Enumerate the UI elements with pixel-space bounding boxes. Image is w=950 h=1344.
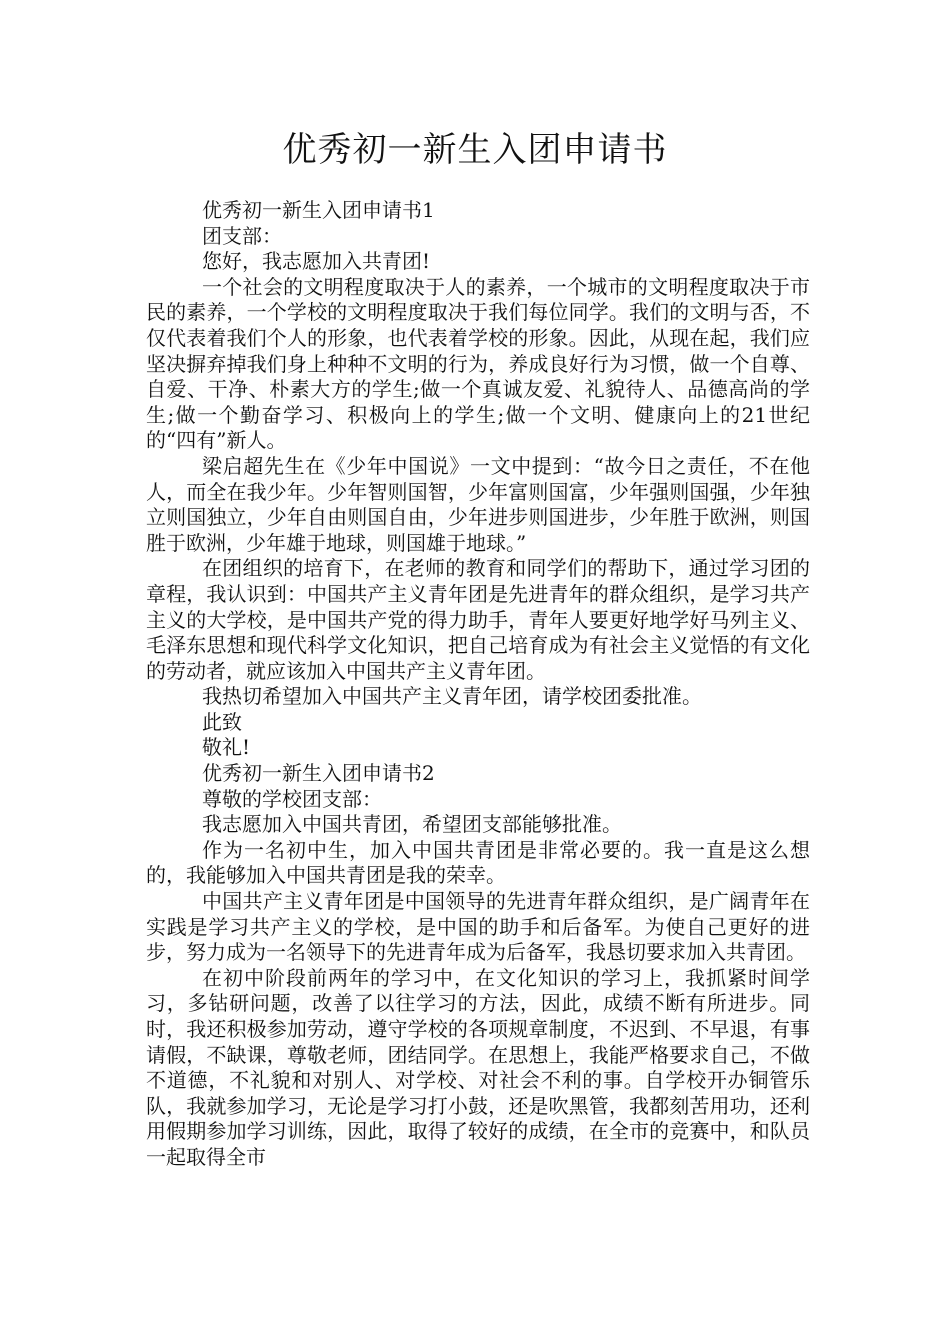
paragraph-wish: 我志愿加入中国共青团，希望团支部能够批准。: [202, 812, 622, 837]
document-body: [146, 198, 810, 1171]
document-title: 优秀初一新生入团申请书: [282, 130, 668, 170]
paragraph-heading-1: 优秀初一新生入团申请书1: [202, 198, 435, 222]
paragraph-salutation-2: 尊敬的学校团支部：: [202, 786, 382, 811]
paragraph-study-record: 在初中阶段前两年的学习中，在文化知识的学习上，我抓紧时间学习，多钻研问题，改善了以往学习的方法，因此，成绩不断有所进步。同时，我还积极参加劳动，遵守学校的各项规章制度，不迟到、不早退，有事请假，不缺课，尊敬老师，团结同学。在思想上，我能严格要求自己，不做不道德，不礼貌和对别人、对学校、对社会不利的事。自学校开办铜管乐队，我就参加学习，无论是学习打小鼓，还是吹黑管，我都刻苦用功，还利用假期参加学习训练，因此，取得了较好的成绩，在全市的竞赛中，和队员一起取得全市: [146, 965, 810, 1169]
paragraph-understanding: 在团组织的培育下，在老师的教育和同学们的帮助下，通过学习团的章程，我认识到：中国共产主义青年团是先进青年的群众组织，是学习共产主义的大学校，是中国共产党的得力助手，青年人要更好地学好马列主义、毛泽东思想和现代科学文化知识，把自己培育成为有社会主义觉悟的有文化的劳动者，就应该加入中国共产主义青年团。: [146, 556, 810, 683]
paragraph-heading-2: 优秀初一新生入团申请书2: [202, 761, 435, 786]
paragraph-request: 我热切希望加入中国共产主义青年团，请学校团委批准。: [202, 684, 702, 709]
paragraph-league-description: 中国共产主义青年团是中国领导的先进青年群众组织，是广阔青年在实践是学习共产主义的学校，是中国的助手和后备军。为使自己更好的进步，努力成为一名领导下的先进青年成为后备军，我恳切要求加入共青团。: [146, 889, 810, 965]
paragraph-necessity: 作为一名初中生，加入中国共青团是非常必要的。我一直是这么想的，我能够加入中国共青团是我的荣幸。: [146, 837, 810, 888]
paragraph-greeting: 您好，我志愿加入共青团!: [202, 249, 431, 274]
paragraph-quote: 梁启超先生在《少年中国说》一文中提到：“故今日之责任，不在他人，而全在我少年。少年智则国智，少年富则国富，少年强则国强，少年独立则国独立，少年自由则国自由，少年进步则国进步，少年胜于欧洲，则国胜于欧洲，少年雄于地球，则国雄于地球。”: [146, 453, 810, 555]
paragraph-salutation-1: 团支部：: [202, 223, 282, 248]
paragraph-closing-2: 敬礼!: [202, 735, 251, 760]
paragraph-civility: 一个社会的文明程度取决于人的素养，一个城市的文明程度取决于市民的素养，一个学校的文明程度取决于我们每位同学。我们的文明与否，不仅代表着我们个人的形象，也代表着学校的形象。因此，从现在起，我们应坚决摒弃掉我们身上种种不文明的行为，养成良好行为习惯，做一个自尊、自爱、干净、朴素大方的学生;做一个真诚友爱、礼貌待人、品德高尚的学生;做一个勤奋学习、积极向上的学生;做一个文明、健康向上的21世纪的“四有”新人。: [146, 274, 810, 453]
paragraph-closing-1: 此致: [202, 709, 242, 734]
